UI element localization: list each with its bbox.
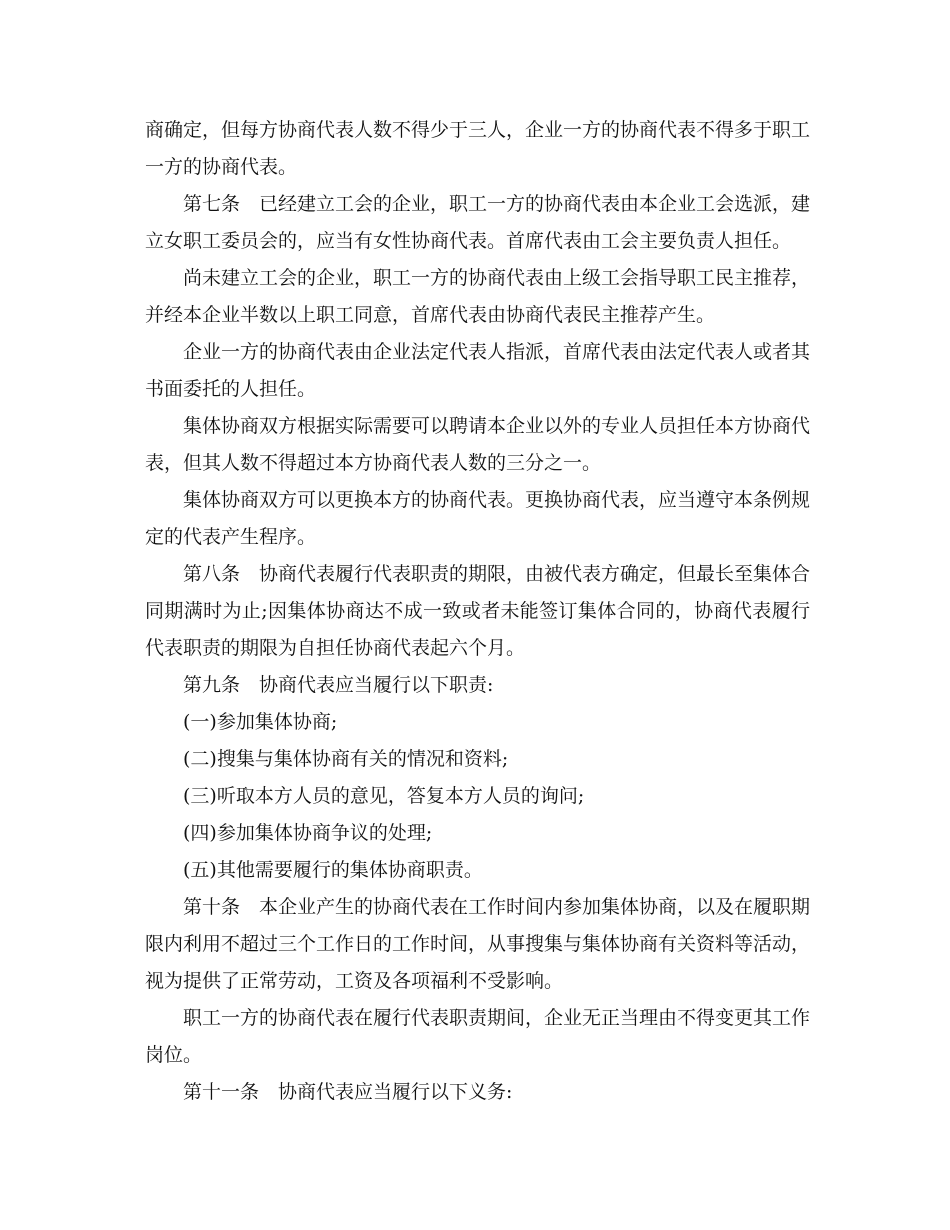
article-9-item-4: (四)参加集体协商争议的处理; bbox=[183, 822, 433, 844]
article-7-para-5: 集体协商双方可以更换本方的协商代表。更换协商代表，应当遵守本条例规定的代表产生程序。 bbox=[145, 489, 811, 548]
document-body bbox=[145, 112, 810, 1111]
article-8: 第八条 协商代表履行代表职责的期限，由被代表方确定，但最长至集体合同期满时为止;因集体协商达不成一致或者未能签订集体合同的，协商代表履行代表职责的期限为自担任协商代表起六个月。 bbox=[145, 563, 811, 659]
article-10: 第十条 本企业产生的协商代表在工作时间内参加集体协商，以及在履职期限内利用不超过三个工作日的工作时间，从事搜集与集体协商有关资料等活动，视为提供了正常劳动，工资及各项福利不受影响。 bbox=[145, 896, 811, 992]
article-9-item-5: (五)其他需要履行的集体协商职责。 bbox=[183, 859, 483, 881]
article-11: 第十一条 协商代表应当履行以下义务: bbox=[183, 1081, 513, 1103]
article-7-para-3: 企业一方的协商代表由企业法定代表人指派，首席代表由法定代表人或者其书面委托的人担任。 bbox=[145, 341, 811, 400]
article-7: 第七条 已经建立工会的企业，职工一方的协商代表由本企业工会选派，建立女职工委员会的，应当有女性协商代表。首席代表由工会主要负责人担任。 bbox=[145, 193, 811, 252]
article-9-item-3: (三)听取本方人员的意见，答复本方人员的询问; bbox=[183, 785, 585, 807]
paragraph-continuation: 商确定，但每方协商代表人数不得少于三人，企业一方的协商代表不得多于职工一方的协商代表。 bbox=[145, 119, 811, 178]
article-10-para-2: 职工一方的协商代表在履行代表职责期间，企业无正当理由不得变更其工作岗位。 bbox=[145, 1007, 811, 1066]
article-7-para-2: 尚未建立工会的企业，职工一方的协商代表由上级工会指导职工民主推荐，并经本企业半数以上职工同意，首席代表由协商代表民主推荐产生。 bbox=[145, 267, 811, 326]
article-7-para-4: 集体协商双方根据实际需要可以聘请本企业以外的专业人员担任本方协商代表，但其人数不得超过本方协商代表人数的三分之一。 bbox=[145, 415, 811, 474]
article-9-item-1: (一)参加集体协商; bbox=[183, 711, 338, 733]
article-9-item-2: (二)搜集与集体协商有关的情况和资料; bbox=[183, 748, 509, 770]
article-9: 第九条 协商代表应当履行以下职责: bbox=[183, 674, 494, 696]
